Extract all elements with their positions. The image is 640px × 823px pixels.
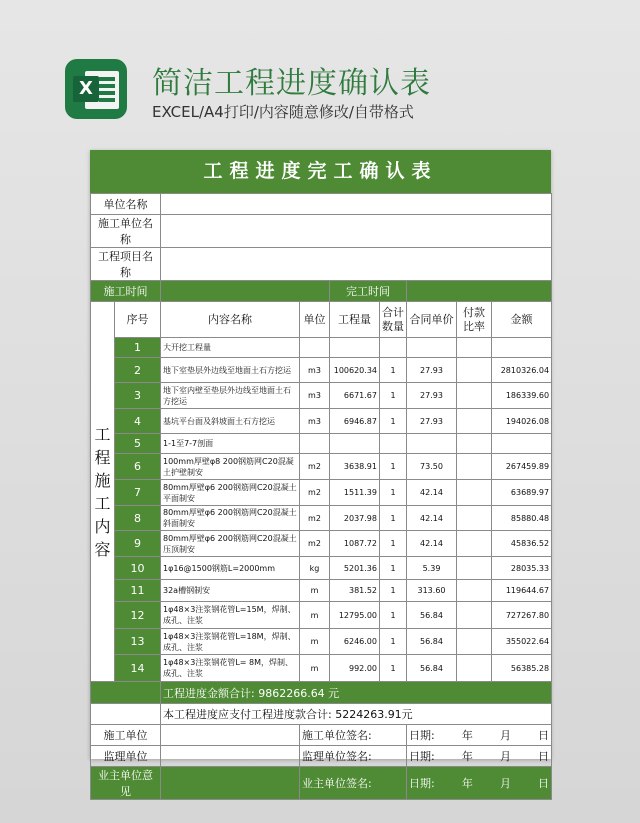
row-seq: 11 — [115, 580, 161, 602]
row-qty[interactable]: 3638.91 — [330, 454, 380, 480]
row-qty[interactable]: 2037.98 — [330, 506, 380, 531]
table-row — [91, 655, 552, 682]
row-qty[interactable]: 12795.00 — [330, 602, 380, 629]
signature-label: 监理单位 — [91, 746, 161, 767]
row-amount[interactable]: 727267.80 — [492, 602, 552, 629]
row-ratio[interactable] — [457, 358, 492, 383]
row-price[interactable]: 56.84 — [407, 602, 457, 629]
table-row — [91, 338, 552, 358]
page-subtitle: EXCEL/A4打印/内容随意修改/自带格式 — [152, 103, 414, 121]
row-price[interactable]: 27.93 — [407, 409, 457, 434]
row-content[interactable]: 100mm厚壁φ8 200钢筋网C20混凝土护壁制安 — [161, 454, 300, 480]
row-amount[interactable]: 2810326.04 — [492, 358, 552, 383]
row-seq: 14 — [115, 655, 161, 682]
row-total[interactable]: 1 — [380, 480, 407, 506]
col-unit: 单位 — [300, 302, 330, 338]
row-total[interactable] — [380, 434, 407, 454]
row-ratio[interactable] — [457, 338, 492, 358]
column-header-row — [91, 302, 552, 338]
opinion-cell[interactable] — [161, 746, 300, 767]
payment-amount-text: 本工程进度应支付工程进度款合计: 5224263.91元 — [161, 704, 552, 725]
row-content[interactable]: 80mm厚壁φ6 200钢筋网C20混凝土斜面制安 — [161, 506, 300, 531]
info-row — [91, 248, 552, 281]
row-seq: 2 — [115, 358, 161, 383]
row-content[interactable]: 大开挖工程量 — [161, 338, 300, 358]
row-amount[interactable]: 85880.48 — [492, 506, 552, 531]
col-content: 内容名称 — [161, 302, 300, 338]
side-label: 工 程 施 工 内 容 — [91, 302, 115, 682]
row-ratio[interactable] — [457, 580, 492, 602]
row-price[interactable]: 42.14 — [407, 531, 457, 557]
row-seq: 5 — [115, 434, 161, 454]
row-price[interactable]: 313.60 — [407, 580, 457, 602]
excel-logo-icon: X — [65, 59, 127, 119]
start-time-label: 施工时间 — [91, 281, 161, 302]
opinion-cell[interactable] — [161, 767, 300, 800]
row-price[interactable]: 56.84 — [407, 629, 457, 655]
col-ratio: 付款比率 — [457, 302, 492, 338]
sheet-title: 工程进度完工确认表 — [90, 150, 551, 193]
row-seq: 6 — [115, 454, 161, 480]
row-unit[interactable]: m — [300, 602, 330, 629]
opinion-cell[interactable] — [161, 725, 300, 746]
row-price[interactable]: 42.14 — [407, 480, 457, 506]
row-qty[interactable]: 6671.67 — [330, 383, 380, 409]
progress-sheet — [90, 150, 551, 798]
signature-date[interactable]: 日期: 年 月 日 — [407, 725, 552, 746]
row-ratio[interactable] — [457, 531, 492, 557]
row-total[interactable]: 1 — [380, 557, 407, 580]
row-unit[interactable]: m — [300, 580, 330, 602]
row-unit[interactable] — [300, 434, 330, 454]
table-row — [91, 557, 552, 580]
row-ratio[interactable] — [457, 506, 492, 531]
row-unit[interactable]: kg — [300, 557, 330, 580]
row-price[interactable] — [407, 434, 457, 454]
table-row — [91, 480, 552, 506]
start-time-cell[interactable] — [161, 281, 330, 302]
row-qty[interactable]: 6946.87 — [330, 409, 380, 434]
total-amount-text: 工程进度金额合计: 9862266.64 元 — [161, 682, 552, 704]
row-total[interactable]: 1 — [380, 629, 407, 655]
row-total[interactable]: 1 — [380, 383, 407, 409]
row-qty[interactable]: 6246.00 — [330, 629, 380, 655]
signature-text[interactable]: 施工单位签名: — [300, 725, 407, 746]
signature-date[interactable]: 日期: 年 月 日 — [407, 767, 552, 800]
row-amount[interactable] — [492, 434, 552, 454]
row-seq: 9 — [115, 531, 161, 557]
end-time-label: 完工时间 — [330, 281, 407, 302]
row-total[interactable]: 1 — [380, 358, 407, 383]
row-ratio[interactable] — [457, 602, 492, 629]
row-price[interactable]: 27.93 — [407, 383, 457, 409]
end-time-cell[interactable] — [407, 281, 552, 302]
row-ratio[interactable] — [457, 629, 492, 655]
row-amount[interactable]: 119644.67 — [492, 580, 552, 602]
row-price[interactable]: 73.50 — [407, 454, 457, 480]
row-price[interactable]: 42.14 — [407, 506, 457, 531]
row-price[interactable] — [407, 338, 457, 358]
row-content[interactable]: 32a槽钢制安 — [161, 580, 300, 602]
info-label: 工程项目名称 — [91, 248, 161, 281]
row-ratio[interactable] — [457, 557, 492, 580]
row-seq: 7 — [115, 480, 161, 506]
row-unit[interactable]: m — [300, 655, 330, 682]
row-ratio[interactable] — [457, 434, 492, 454]
row-price[interactable]: 27.93 — [407, 358, 457, 383]
row-amount[interactable] — [492, 338, 552, 358]
row-amount[interactable]: 194026.08 — [492, 409, 552, 434]
signature-row — [91, 767, 552, 800]
info-row — [91, 194, 552, 215]
row-total[interactable]: 1 — [380, 506, 407, 531]
payment-row — [91, 704, 552, 725]
info-label: 单位名称 — [91, 194, 161, 215]
row-seq: 10 — [115, 557, 161, 580]
row-content[interactable]: 1-1至7-7剖面 — [161, 434, 300, 454]
row-content[interactable]: 1φ48×3注浆钢花管L=18M，焊制、成孔、注浆 — [161, 629, 300, 655]
row-price[interactable]: 5.39 — [407, 557, 457, 580]
row-content[interactable]: 1φ16@1500钢筋L=2000mm — [161, 557, 300, 580]
col-price: 合同单价 — [407, 302, 457, 338]
row-content[interactable]: 1φ48×3注浆钢花管L= 8M，焊制、成孔、注浆 — [161, 655, 300, 682]
row-seq: 3 — [115, 383, 161, 409]
row-amount[interactable]: 186339.60 — [492, 383, 552, 409]
row-content[interactable]: 80mm厚壁φ6 200钢筋网C20混凝土平面制安 — [161, 480, 300, 506]
signature-row — [91, 746, 552, 767]
col-seq: 序号 — [115, 302, 161, 338]
signature-text[interactable]: 业主单位签名: — [300, 767, 407, 800]
row-unit[interactable]: m2 — [300, 531, 330, 557]
unit-name-cell[interactable] — [161, 194, 552, 215]
table-row — [91, 506, 552, 531]
progress-table — [90, 193, 552, 800]
row-qty[interactable]: 1511.39 — [330, 480, 380, 506]
table-row — [91, 434, 552, 454]
project-name-cell[interactable] — [161, 248, 552, 281]
row-seq: 4 — [115, 409, 161, 434]
row-content[interactable]: 基坑平台面及斜坡面土石方挖运 — [161, 409, 300, 434]
row-total[interactable]: 1 — [380, 409, 407, 434]
table-row — [91, 531, 552, 557]
signature-label: 施工单位 — [91, 725, 161, 746]
row-qty[interactable]: 1087.72 — [330, 531, 380, 557]
info-label: 施工单位名称 — [91, 215, 161, 248]
row-total[interactable]: 1 — [380, 580, 407, 602]
row-content[interactable]: 1φ48×3注浆钢花管L=15M，焊制、成孔、注浆 — [161, 602, 300, 629]
row-unit[interactable]: m3 — [300, 383, 330, 409]
col-amount: 金额 — [492, 302, 552, 338]
row-unit[interactable]: m2 — [300, 454, 330, 480]
row-unit[interactable]: m3 — [300, 409, 330, 434]
row-unit[interactable] — [300, 338, 330, 358]
row-amount[interactable]: 28035.33 — [492, 557, 552, 580]
table-row — [91, 383, 552, 409]
row-unit[interactable]: m3 — [300, 358, 330, 383]
table-row — [91, 602, 552, 629]
row-ratio[interactable] — [457, 454, 492, 480]
page-title: 简洁工程进度确认表 — [152, 66, 431, 101]
row-content[interactable]: 地下室垫层外边线至地面土石方挖运 — [161, 358, 300, 383]
signature-row — [91, 725, 552, 746]
row-qty[interactable] — [330, 434, 380, 454]
row-total[interactable]: 1 — [380, 655, 407, 682]
signature-text[interactable]: 监理单位签名: — [300, 746, 407, 767]
signature-label: 业主单位意见 — [91, 767, 161, 800]
row-qty[interactable] — [330, 338, 380, 358]
row-amount[interactable]: 45836.52 — [492, 531, 552, 557]
row-qty[interactable]: 381.52 — [330, 580, 380, 602]
row-price[interactable]: 56.84 — [407, 655, 457, 682]
row-ratio[interactable] — [457, 655, 492, 682]
row-seq: 1 — [115, 338, 161, 358]
table-row — [91, 409, 552, 434]
row-seq: 8 — [115, 506, 161, 531]
row-ratio[interactable] — [457, 383, 492, 409]
row-seq: 13 — [115, 629, 161, 655]
signature-date[interactable]: 日期: 年 月 日 — [407, 746, 552, 767]
table-row — [91, 358, 552, 383]
row-content[interactable]: 80mm厚壁φ6 200钢筋网C20混凝土压顶制安 — [161, 531, 300, 557]
row-total[interactable]: 1 — [380, 454, 407, 480]
page-header — [0, 0, 640, 140]
row-unit[interactable]: m — [300, 629, 330, 655]
row-ratio[interactable] — [457, 409, 492, 434]
row-qty[interactable]: 5201.36 — [330, 557, 380, 580]
contractor-name-cell[interactable] — [161, 215, 552, 248]
info-row — [91, 215, 552, 248]
table-row — [91, 454, 552, 480]
row-qty[interactable]: 992.00 — [330, 655, 380, 682]
row-amount[interactable]: 63689.97 — [492, 480, 552, 506]
row-seq: 12 — [115, 602, 161, 629]
col-qty: 工程量 — [330, 302, 380, 338]
col-total-qty: 合计数量 — [380, 302, 407, 338]
table-row — [91, 629, 552, 655]
row-ratio[interactable] — [457, 480, 492, 506]
table-row — [91, 580, 552, 602]
row-total[interactable]: 1 — [380, 531, 407, 557]
row-total[interactable]: 1 — [380, 602, 407, 629]
row-total[interactable] — [380, 338, 407, 358]
row-qty[interactable]: 100620.34 — [330, 358, 380, 383]
row-unit[interactable]: m2 — [300, 480, 330, 506]
row-amount[interactable]: 56385.28 — [492, 655, 552, 682]
row-amount[interactable]: 267459.89 — [492, 454, 552, 480]
row-content[interactable]: 地下室内壁至垫层外边线至地面土石方挖运 — [161, 383, 300, 409]
total-row — [91, 682, 552, 704]
row-amount[interactable]: 355022.64 — [492, 629, 552, 655]
row-unit[interactable]: m2 — [300, 506, 330, 531]
time-row — [91, 281, 552, 302]
